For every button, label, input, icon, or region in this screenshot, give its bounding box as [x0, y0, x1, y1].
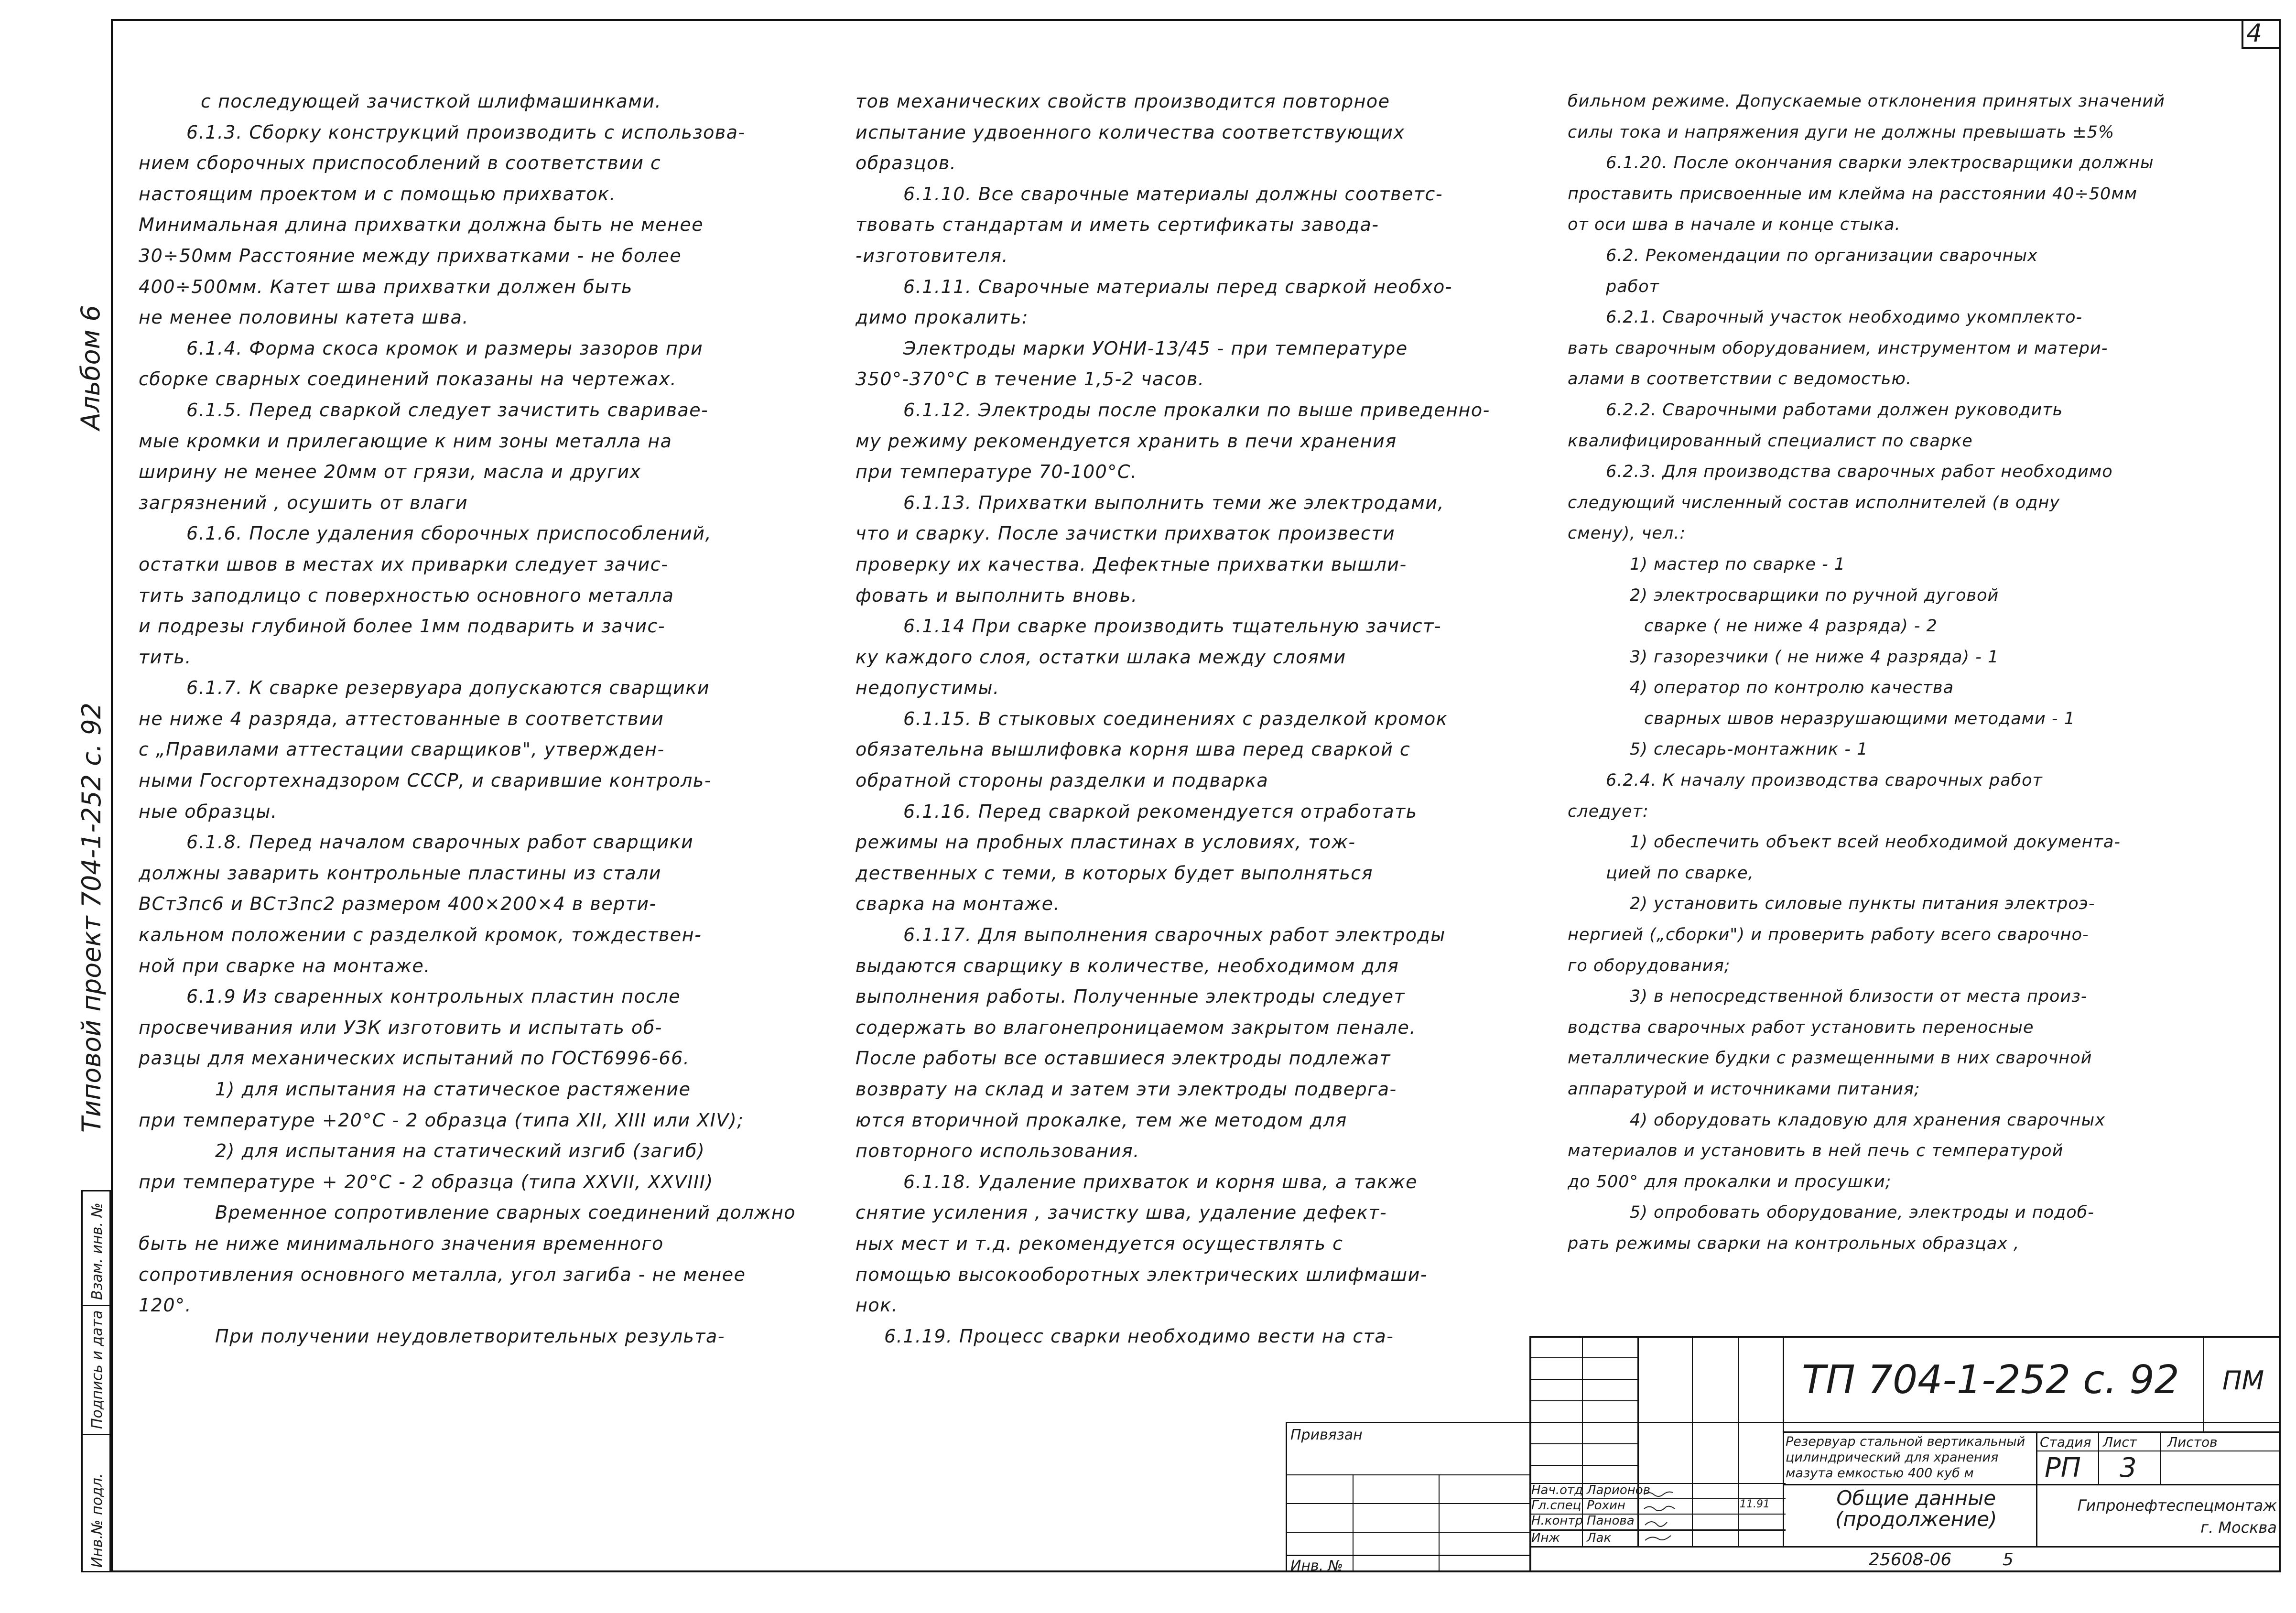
text-line: ются вторичной прокалке, тем же методом для	[856, 1109, 1347, 1131]
text-line: фовать и выполнить вновь.	[856, 585, 1138, 606]
privyazan-label: Привязан	[1290, 1427, 1363, 1443]
text-line: 6.1.4. Форма скоса кромок и размеры зазоров при	[186, 337, 704, 359]
stage-value: РП	[2045, 1452, 2081, 1483]
text-line: проверку их качества. Дефектные прихватки вышли-	[856, 553, 1407, 575]
text-line: работ	[1606, 277, 1660, 296]
text-line: рать режимы сварки на контрольных образцах ,	[1568, 1234, 2020, 1253]
text-line: при температуре 70-100°С.	[856, 461, 1137, 483]
tb-rule	[2098, 1431, 2099, 1484]
text-line: 6.1.13. Прихватки выполнить теми же электродами,	[903, 492, 1445, 513]
text-line: После работы все оставшиеся электроды подлежат	[856, 1048, 1391, 1069]
text-line: 4) оборудовать кладовую для хранения сварочных	[1630, 1110, 2105, 1130]
text-line: твовать стандартам и иметь сертификаты завода-	[856, 214, 1379, 236]
stage-header: Стадия	[2040, 1434, 2091, 1450]
tb-rule	[1637, 1336, 1639, 1546]
title-block	[1286, 1336, 2281, 1572]
text-line: 6.1.10. Все сварочные материалы должны соответс-	[903, 183, 1443, 205]
text-line: 2) электросварщики по ручной дуговой	[1630, 585, 1999, 605]
doc-code: ТП 704-1-252 с. 92	[1802, 1357, 2179, 1403]
text-line: 6.1.14 При сварке производить тщательную зачист-	[903, 616, 1442, 637]
text-line: тов механических свойств производится повторное	[856, 91, 1390, 112]
text-line: проставить присвоенные им клейма на расстоянии 40÷50мм	[1568, 184, 2138, 204]
text-line: 2) для испытания на статический изгиб (загиб)	[215, 1140, 705, 1162]
text-line: 6.1.9 Из сваренных контрольных пластин после	[186, 986, 681, 1007]
description-line: Резервуар стальной вертикальный	[1786, 1434, 2025, 1449]
text-line: 6.1.17. Для выполнения сварочных работ электроды	[903, 924, 1446, 946]
text-line: от оси шва в начале и конце стыка.	[1568, 215, 1901, 235]
text-line: ширину не менее 20мм от грязи, масла и других	[139, 461, 641, 483]
tb-rule	[2160, 1431, 2161, 1484]
text-line: металлические будки с размещенными в них сварочной	[1568, 1049, 2092, 1068]
tb-rule	[1439, 1474, 1440, 1572]
text-line: содержать во влагонепроницаемом закрытом пенале.	[856, 1017, 1416, 1038]
text-line: 6.1.8. Перед началом сварочных работ сварщики	[186, 832, 694, 853]
text-line: испытание удвоенного количества соответствующих	[856, 121, 1405, 143]
text-line: 30÷50мм Расстояние между прихватками - не более	[139, 245, 682, 266]
text-line: 6.2.2. Сварочными работами должен руководить	[1606, 400, 2063, 420]
text-line: до 500° для прокалки и просушки;	[1568, 1172, 1892, 1191]
text-line: ных мест и т.д. рекомендуется осуществлять с	[856, 1233, 1343, 1254]
text-line: тить.	[139, 646, 192, 668]
doc-type: ПМ	[2222, 1365, 2264, 1396]
tb-rule	[1783, 1336, 1784, 1546]
text-line: настоящим проектом и с помощью прихваток.	[139, 183, 616, 205]
signature-role: Нач.отд	[1531, 1483, 1583, 1497]
text-column-middle	[856, 86, 1490, 1352]
text-line: сварка на монтаже.	[856, 893, 1061, 915]
handwritten-signatures	[1639, 1484, 1783, 1546]
text-line: 3) газорезчики ( не ниже 4 разряда) - 1	[1630, 647, 1999, 667]
text-line: смену), чел.:	[1568, 524, 1686, 543]
album-label: Альбом 6	[76, 305, 106, 430]
text-line: обратной стороны разделки и подварка	[856, 770, 1269, 791]
text-line: кальном положении с разделкой кромок, тождествен-	[139, 924, 702, 946]
tb-rule	[1286, 1474, 1529, 1475]
text-line: 6.2.3. Для производства сварочных работ необходимо	[1606, 462, 2113, 482]
text-line: ные образцы.	[139, 801, 278, 822]
text-line: что и сварку. После зачистки прихваток произвести	[856, 523, 1396, 544]
text-line: сварке ( не ниже 4 разряда) - 2	[1644, 617, 1938, 636]
text-line: цией по сварке,	[1606, 863, 1754, 883]
text-line: режимы на пробных пластинах в условиях, тож-	[856, 832, 1356, 853]
signature-role: Н.контр	[1531, 1514, 1583, 1528]
text-line: 120°.	[139, 1295, 192, 1316]
text-line: недопустимы.	[856, 677, 1000, 699]
organization-line: г. Москва	[2200, 1518, 2277, 1537]
text-line: помощью высокооборотных электрических шлифмаши-	[856, 1264, 1428, 1285]
text-line: материалов и установить в ней печь с температурой	[1568, 1141, 2064, 1161]
project-label: Типовой проект 704-1-252 с. 92	[76, 703, 107, 1133]
sheet-header: Лист	[2103, 1434, 2137, 1450]
text-line: квалифицированный специалист по сварке	[1568, 431, 1973, 451]
sheet-title	[1835, 1488, 1997, 1530]
text-line: 1) для испытания на статическое растяжение	[215, 1079, 691, 1100]
signature-role: Инж	[1531, 1531, 1560, 1545]
text-line: 6.1.3. Сборку конструкций производить с использова-	[186, 121, 746, 143]
description	[1786, 1434, 2025, 1481]
text-line: следующий численный состав исполнителей (в одну	[1568, 493, 2060, 512]
archive-sheet: 5	[2003, 1550, 2014, 1570]
text-line: сборке сварных соединений показаны на чертежах.	[139, 368, 677, 390]
tb-rule	[1529, 1465, 1637, 1466]
text-line: дественных с теми, в которых будет выполняться	[856, 862, 1374, 884]
tb-rule	[1529, 1400, 1637, 1401]
text-line: просвечивания или УЗК изготовить и испытать об-	[139, 1017, 662, 1038]
text-line: ВСт3пс6 и ВСт3пс2 размером 400×200×4 в верти-	[139, 893, 657, 915]
text-line: мые кромки и прилегающие к ним зоны металла на	[139, 430, 672, 452]
text-line: водства сварочных работ установить переносные	[1568, 1018, 2034, 1037]
tb-rule	[1353, 1474, 1354, 1572]
signature-name: Ларионов	[1587, 1483, 1651, 1497]
organization-line: Гипронефтеспецмонтаж	[2077, 1496, 2277, 1515]
text-line: 1) мастер по сварке - 1	[1630, 554, 1846, 574]
text-line: 3) в непосредственной близости от места произ-	[1630, 987, 2088, 1007]
signature-name: Панова	[1587, 1514, 1635, 1528]
text-line: -изготовителя.	[856, 245, 1009, 266]
text-line: и подрезы глубиной более 1мм подварить и зачис-	[139, 616, 666, 637]
sheet-title-line: (продолжение)	[1835, 1507, 1997, 1531]
text-line: Электроды марки УОНИ-13/45 - при температуре	[903, 337, 1408, 359]
text-line: 400÷500мм. Катет шва прихватки должен быть	[139, 276, 633, 297]
strip-label-swap: Взам. инв. №	[89, 1202, 106, 1300]
text-line: го оборудования;	[1568, 956, 1731, 975]
text-line: повторного использования.	[856, 1140, 1140, 1162]
text-line: тить заподлицо с поверхностью основного металла	[139, 585, 674, 606]
strip-label-signature: Подпись и дата	[89, 1310, 106, 1429]
text-line: 6.1.12. Электроды после прокалки по выше приведенно-	[903, 399, 1490, 421]
text-line: с „Правилами аттестации сварщиков", утвержден-	[139, 739, 665, 760]
text-line: загрязнений , осушить от влаги	[139, 492, 468, 513]
page-number: 4	[2246, 19, 2263, 48]
text-column-right	[1568, 86, 2165, 1259]
text-line: следует:	[1568, 801, 1649, 821]
tb-rule	[1286, 1532, 1529, 1533]
text-line: 6.1.16. Перед сваркой рекомендуется отработать	[903, 801, 1418, 822]
text-line: бильном режиме. Допускаемые отклонения принятых значений	[1568, 92, 2165, 111]
text-line: 6.1.19. Процесс сварки необходимо вести на ста-	[884, 1325, 1394, 1347]
text-line: вать сварочным оборудованием, инструментом и матери-	[1568, 338, 2108, 358]
signature-name: Рохин	[1587, 1498, 1625, 1513]
signature-date: 11.91	[1740, 1498, 1770, 1510]
strip-divider	[81, 1305, 111, 1306]
strip-divider	[81, 1434, 111, 1435]
text-line: 1) обеспечить объект всей необходимой документа-	[1630, 833, 2121, 852]
text-line: 6.1.18. Удаление прихваток и корня шва, а также	[903, 1171, 1418, 1192]
strip-label-inventory: Инв.№ подл.	[89, 1473, 106, 1568]
text-line: силы тока и напряжения дуги не должны превышать ±5%	[1568, 122, 2115, 142]
sheets-header: Листов	[2167, 1434, 2218, 1450]
inv-no-label: Инв. №	[1290, 1558, 1343, 1574]
organization	[2040, 1494, 2277, 1538]
text-line: димо прокалить:	[856, 307, 1029, 328]
text-line: 6.1.5. Перед сваркой следует зачистить свариваe-	[186, 399, 709, 421]
signature-name: Лак	[1587, 1531, 1612, 1545]
text-line: выдаются сварщику в количестве, необходимом для	[856, 955, 1399, 976]
text-line: 6.2.4. К началу производства сварочных работ	[1606, 771, 2043, 790]
text-line: при температуре +20°С - 2 образца (типа XII, XIII или XIV);	[139, 1109, 744, 1131]
text-line: При получении неудовлетворительных результа-	[215, 1325, 726, 1347]
text-line: ной при сварке на монтаже.	[139, 955, 431, 976]
description-line: мазута емкостью 400 куб м	[1786, 1466, 1974, 1481]
tb-rule	[1783, 1484, 2281, 1485]
text-line: при температуре + 20°С - 2 образца (типа XXVII, XXVIII)	[139, 1171, 714, 1192]
text-line: 2) установить силовые пункты питания электроэ-	[1630, 894, 2095, 914]
tb-rule	[1529, 1336, 2281, 1338]
tb-rule	[1529, 1546, 2281, 1548]
archive-number: 25608-06	[1869, 1550, 1952, 1570]
text-line: аппаратурой и источниками питания;	[1568, 1080, 1920, 1099]
text-line: обязательна вышлифовка корня шва перед сваркой с	[856, 739, 1411, 760]
text-line: нок.	[856, 1295, 899, 1316]
text-line: должны заварить контрольные пластины из стали	[139, 862, 661, 884]
text-line: 4) оператор по контролю качества	[1630, 678, 1954, 698]
text-line: 350°-370°С в течение 1,5-2 часов.	[856, 368, 1205, 390]
text-line: 5) слесарь-монтажник - 1	[1630, 740, 1868, 759]
tb-rule	[1783, 1431, 2281, 1433]
text-line: 5) опробовать оборудование, электроды и подоб-	[1630, 1203, 2094, 1223]
text-line: му режиму рекомендуется хранить в печи хранения	[856, 430, 1397, 452]
tb-rule	[1286, 1422, 1287, 1572]
text-column-left	[139, 86, 796, 1352]
text-line: выполнения работы. Полученные электроды следует	[856, 986, 1406, 1007]
text-line: Минимальная длина прихватки должна быть не менее	[139, 214, 704, 236]
text-line: возврату на склад и затем эти электроды подверга-	[856, 1079, 1397, 1100]
text-line: ку каждого слоя, остатки шлака между слоями	[856, 646, 1346, 668]
text-line: 6.1.7. К сварке резервуара допускаются сварщики	[186, 677, 710, 699]
text-line: не ниже 4 разряда, аттестованные в соответствии	[139, 708, 664, 729]
text-line: 6.2.1. Сварочный участок необходимо укомплекто-	[1606, 308, 2083, 327]
tb-rule	[1286, 1555, 1529, 1556]
tb-rule	[2203, 1336, 2204, 1431]
tb-rule	[1286, 1503, 1529, 1504]
text-line: 6.1.6. После удаления сборочных приспособлений,	[186, 523, 712, 544]
sheet-value: 3	[2120, 1452, 2137, 1483]
text-line: нием сборочных приспособлений в соответствии с	[139, 152, 661, 174]
text-line: остатки швов в местах их приварки следует зачис-	[139, 553, 669, 575]
text-line: 6.1.15. В стыковых соединениях с разделкой кромок	[903, 708, 1448, 729]
sheet-title-line: Общие данные	[1836, 1486, 1996, 1510]
text-line: Временное сопротивление сварных соединений должно	[215, 1202, 796, 1223]
text-line: сопротивления основного металла, угол загиба - не менее	[139, 1264, 746, 1285]
text-line: нергией („сборки") и проверить работу всего сварочно-	[1568, 925, 2089, 945]
text-line: быть не ниже минимального значения временного	[139, 1233, 664, 1254]
tb-rule	[1529, 1443, 1637, 1444]
text-line: образцов.	[856, 152, 957, 174]
text-line: разцы для механических испытаний по ГОСТ6996-66.	[139, 1048, 690, 1069]
text-line: ными Госгортехнадзором СССР, и сварившие контроль-	[139, 770, 712, 791]
signature-role: Гл.спец	[1531, 1498, 1581, 1513]
text-line: сварных швов неразрушающими методами - 1	[1644, 709, 2075, 728]
tb-rule	[2036, 1431, 2037, 1546]
description-line: цилиндрический для хранения	[1786, 1450, 1999, 1465]
text-line: 6.1.20. После окончания сварки электросварщики должны	[1606, 153, 2154, 173]
text-line: 6.1.11. Сварочные материалы перед сваркой необхо-	[903, 276, 1452, 297]
text-line: не менее половины катета шва.	[139, 307, 469, 328]
text-line: 6.2. Рекомендации по организации сварочных	[1606, 246, 2038, 265]
text-line: снятие усиления , зачистку шва, удаление дефект-	[856, 1202, 1387, 1223]
text-line: с последующей зачисткой шлифмашинками.	[201, 91, 662, 112]
text-line: алами в соответствии с ведомостью.	[1568, 369, 1912, 389]
tb-rule	[1529, 1357, 1637, 1358]
tb-rule	[1529, 1379, 1637, 1380]
